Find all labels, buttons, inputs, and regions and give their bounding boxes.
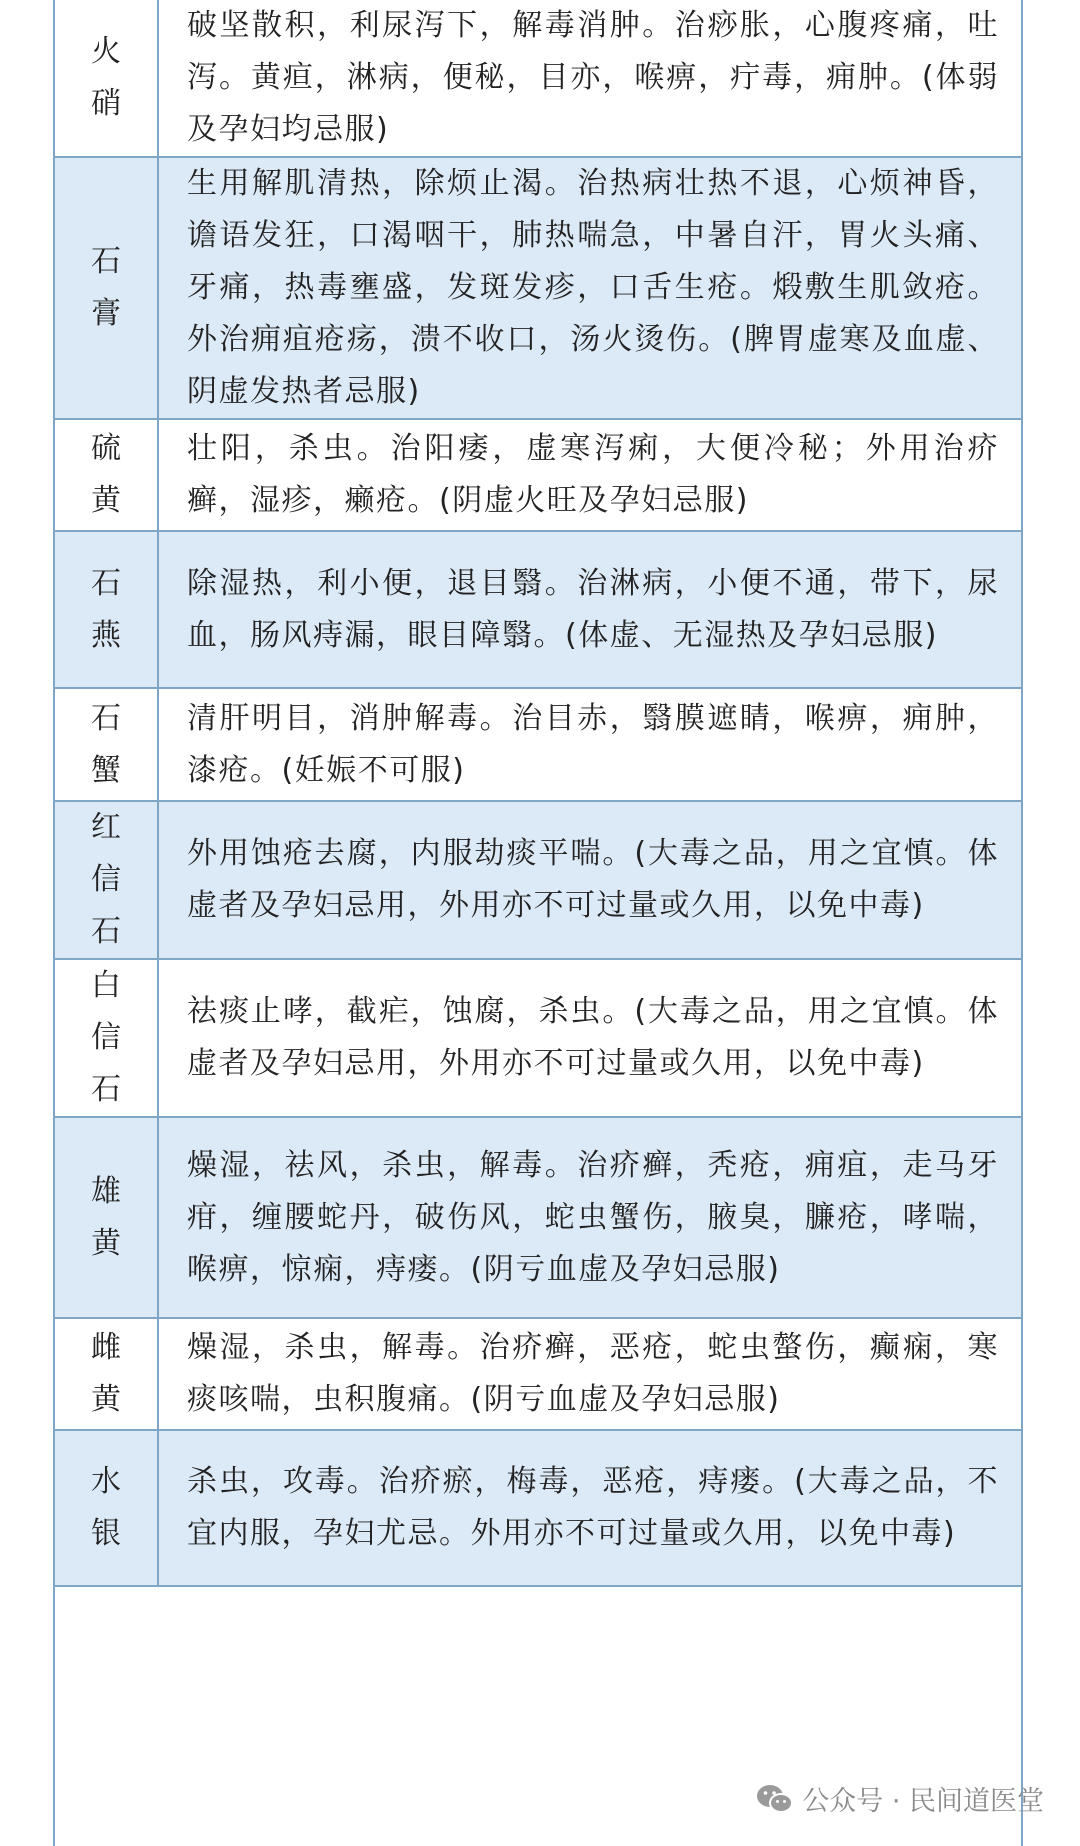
herb-name-cell xyxy=(55,419,158,531)
herb-name-cell xyxy=(55,1318,158,1430)
herb-description: 清肝明目，消肿解毒。治目赤，翳膜遮睛，喉痹，痈肿，漆疮。(妊娠不可服) xyxy=(187,700,999,788)
herb-description: 外用蚀疮去腐，内服劫痰平喘。(大毒之品，用之宜慎。体虚者及孕妇忌用，外用亦不可过量或久用，以免中毒) xyxy=(187,836,999,923)
herb-desc-cell xyxy=(158,157,1021,419)
table-row xyxy=(55,419,1021,531)
herb-desc-cell xyxy=(158,1117,1021,1318)
herb-name: 硫黄 xyxy=(91,431,121,518)
table-row xyxy=(55,1430,1021,1586)
herb-name: 石燕 xyxy=(91,565,121,653)
herb-table xyxy=(55,0,1021,1587)
herb-name: 白信石 xyxy=(91,968,121,1107)
herb-desc-cell xyxy=(158,688,1021,801)
herb-desc-cell xyxy=(158,0,1021,157)
herb-name-cell xyxy=(55,157,158,419)
herb-name-cell xyxy=(55,531,158,688)
table-row xyxy=(55,688,1021,801)
herb-desc-cell xyxy=(158,959,1021,1117)
herb-description: 生用解肌清热，除烦止渴。治热病壮热不退，心烦神昏，谵语发狂，口渴咽干，肺热喘急，中暑自汗，胃火头痛、牙痛，热毒壅盛，发斑发疹，口舌生疮。煅敷生肌敛疮。外治痈疽疮疡，溃不收口，汤火烫伤。(脾胃虚寒及血虚、阴虚发热者忌服) xyxy=(187,166,999,409)
table-row xyxy=(55,959,1021,1117)
watermark-text: 公众号 · 民间道医堂 xyxy=(802,1786,1044,1817)
herb-table-container xyxy=(53,0,1023,1846)
herb-desc-cell xyxy=(158,419,1021,531)
watermark xyxy=(756,1779,1044,1818)
herb-name-cell xyxy=(55,1430,158,1586)
table-row xyxy=(55,0,1021,157)
herb-name: 红信石 xyxy=(91,810,121,949)
herb-desc-cell xyxy=(158,1318,1021,1430)
herb-name-cell xyxy=(55,1117,158,1318)
herb-name-cell xyxy=(55,688,158,801)
herb-name: 火硝 xyxy=(91,34,121,121)
herb-name: 水银 xyxy=(91,1464,121,1551)
herb-description: 壮阳，杀虫。治阳痿，虚寒泻痢，大便冷秘；外用治疥癣，湿疹，癞疮。(阴虚火旺及孕妇忌服) xyxy=(187,431,999,518)
herb-name-cell xyxy=(55,801,158,959)
table-row xyxy=(55,801,1021,959)
herb-description: 祛痰止哮，截疟，蚀腐，杀虫。(大毒之品，用之宜慎。体虚者及孕妇忌用，外用亦不可过量或久用，以免中毒) xyxy=(187,994,999,1081)
herb-description: 燥湿，祛风，杀虫，解毒。治疥癣，秃疮，痈疽，走马牙疳，缠腰蛇丹，破伤风，蛇虫蟹伤，腋臭，臁疮，哮喘，喉痹，惊痫，痔瘘。(阴亏血虚及孕妇忌服) xyxy=(187,1147,999,1287)
herb-name: 石蟹 xyxy=(91,700,121,788)
herb-name-cell xyxy=(55,959,158,1117)
herb-description: 燥湿，杀虫，解毒。治疥癣，恶疮，蛇虫螫伤，癫痫，寒痰咳喘，虫积腹痛。(阴亏血虚及孕妇忌服) xyxy=(187,1330,999,1417)
herb-desc-cell xyxy=(158,1430,1021,1586)
herb-name: 雄黄 xyxy=(91,1173,121,1261)
herb-desc-cell xyxy=(158,801,1021,959)
herb-desc-cell xyxy=(158,531,1021,688)
herb-name-cell xyxy=(55,0,158,157)
herb-name: 雌黄 xyxy=(91,1330,121,1417)
herb-name: 石膏 xyxy=(91,244,121,331)
herb-description: 破坚散积，利尿泻下，解毒消肿。治痧胀，心腹疼痛，吐泻。黄疸，淋病，便秘，目亦，喉痹，疔毒，痈肿。(体弱及孕妇均忌服) xyxy=(187,8,999,147)
table-row xyxy=(55,531,1021,688)
table-row xyxy=(55,157,1021,419)
herb-description: 杀虫，攻毒。治疥瘀，梅毒，恶疮，痔瘘。(大毒之品，不宜内服，孕妇尤忌。外用亦不可过量或久用，以免中毒) xyxy=(187,1464,999,1551)
herb-description: 除湿热，利小便，退目翳。治淋病，小便不通，带下，尿血，肠风痔漏，眼目障翳。(体虚、无湿热及孕妇忌服) xyxy=(187,565,999,653)
table-row xyxy=(55,1117,1021,1318)
wechat-icon xyxy=(756,1783,794,1815)
table-row xyxy=(55,1318,1021,1430)
